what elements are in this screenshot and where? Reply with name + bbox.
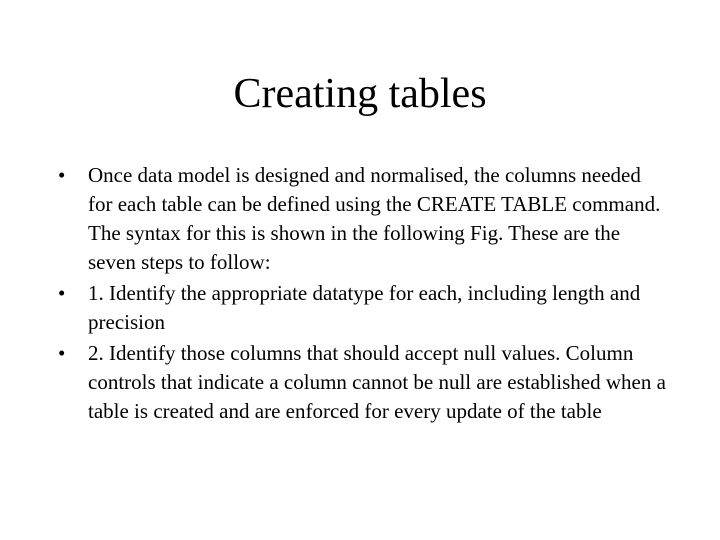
bullet-text: Once data model is designed and normalised, the columns needed for each table can be defined using the CREATE TABLE command. The syntax for this is shown in the following Fig. These are the seven steps to follow: (88, 163, 661, 274)
bullet-item (58, 161, 668, 277)
bullet-text: 2. Identify those columns that should accept null values. Column controls that indicate a column cannot be null are established when a table is created and are enforced for every update of the table (88, 341, 666, 423)
bullet-item (58, 339, 668, 426)
bullet-icon: • (58, 163, 66, 187)
bullet-icon: • (58, 341, 66, 365)
bullet-list (58, 161, 668, 428)
bullet-text: 1. Identify the appropriate datatype for each, including length and precision (88, 281, 641, 334)
slide-title: Creating tables (233, 71, 487, 117)
bullet-item (58, 279, 668, 337)
bullet-icon: • (58, 281, 66, 305)
